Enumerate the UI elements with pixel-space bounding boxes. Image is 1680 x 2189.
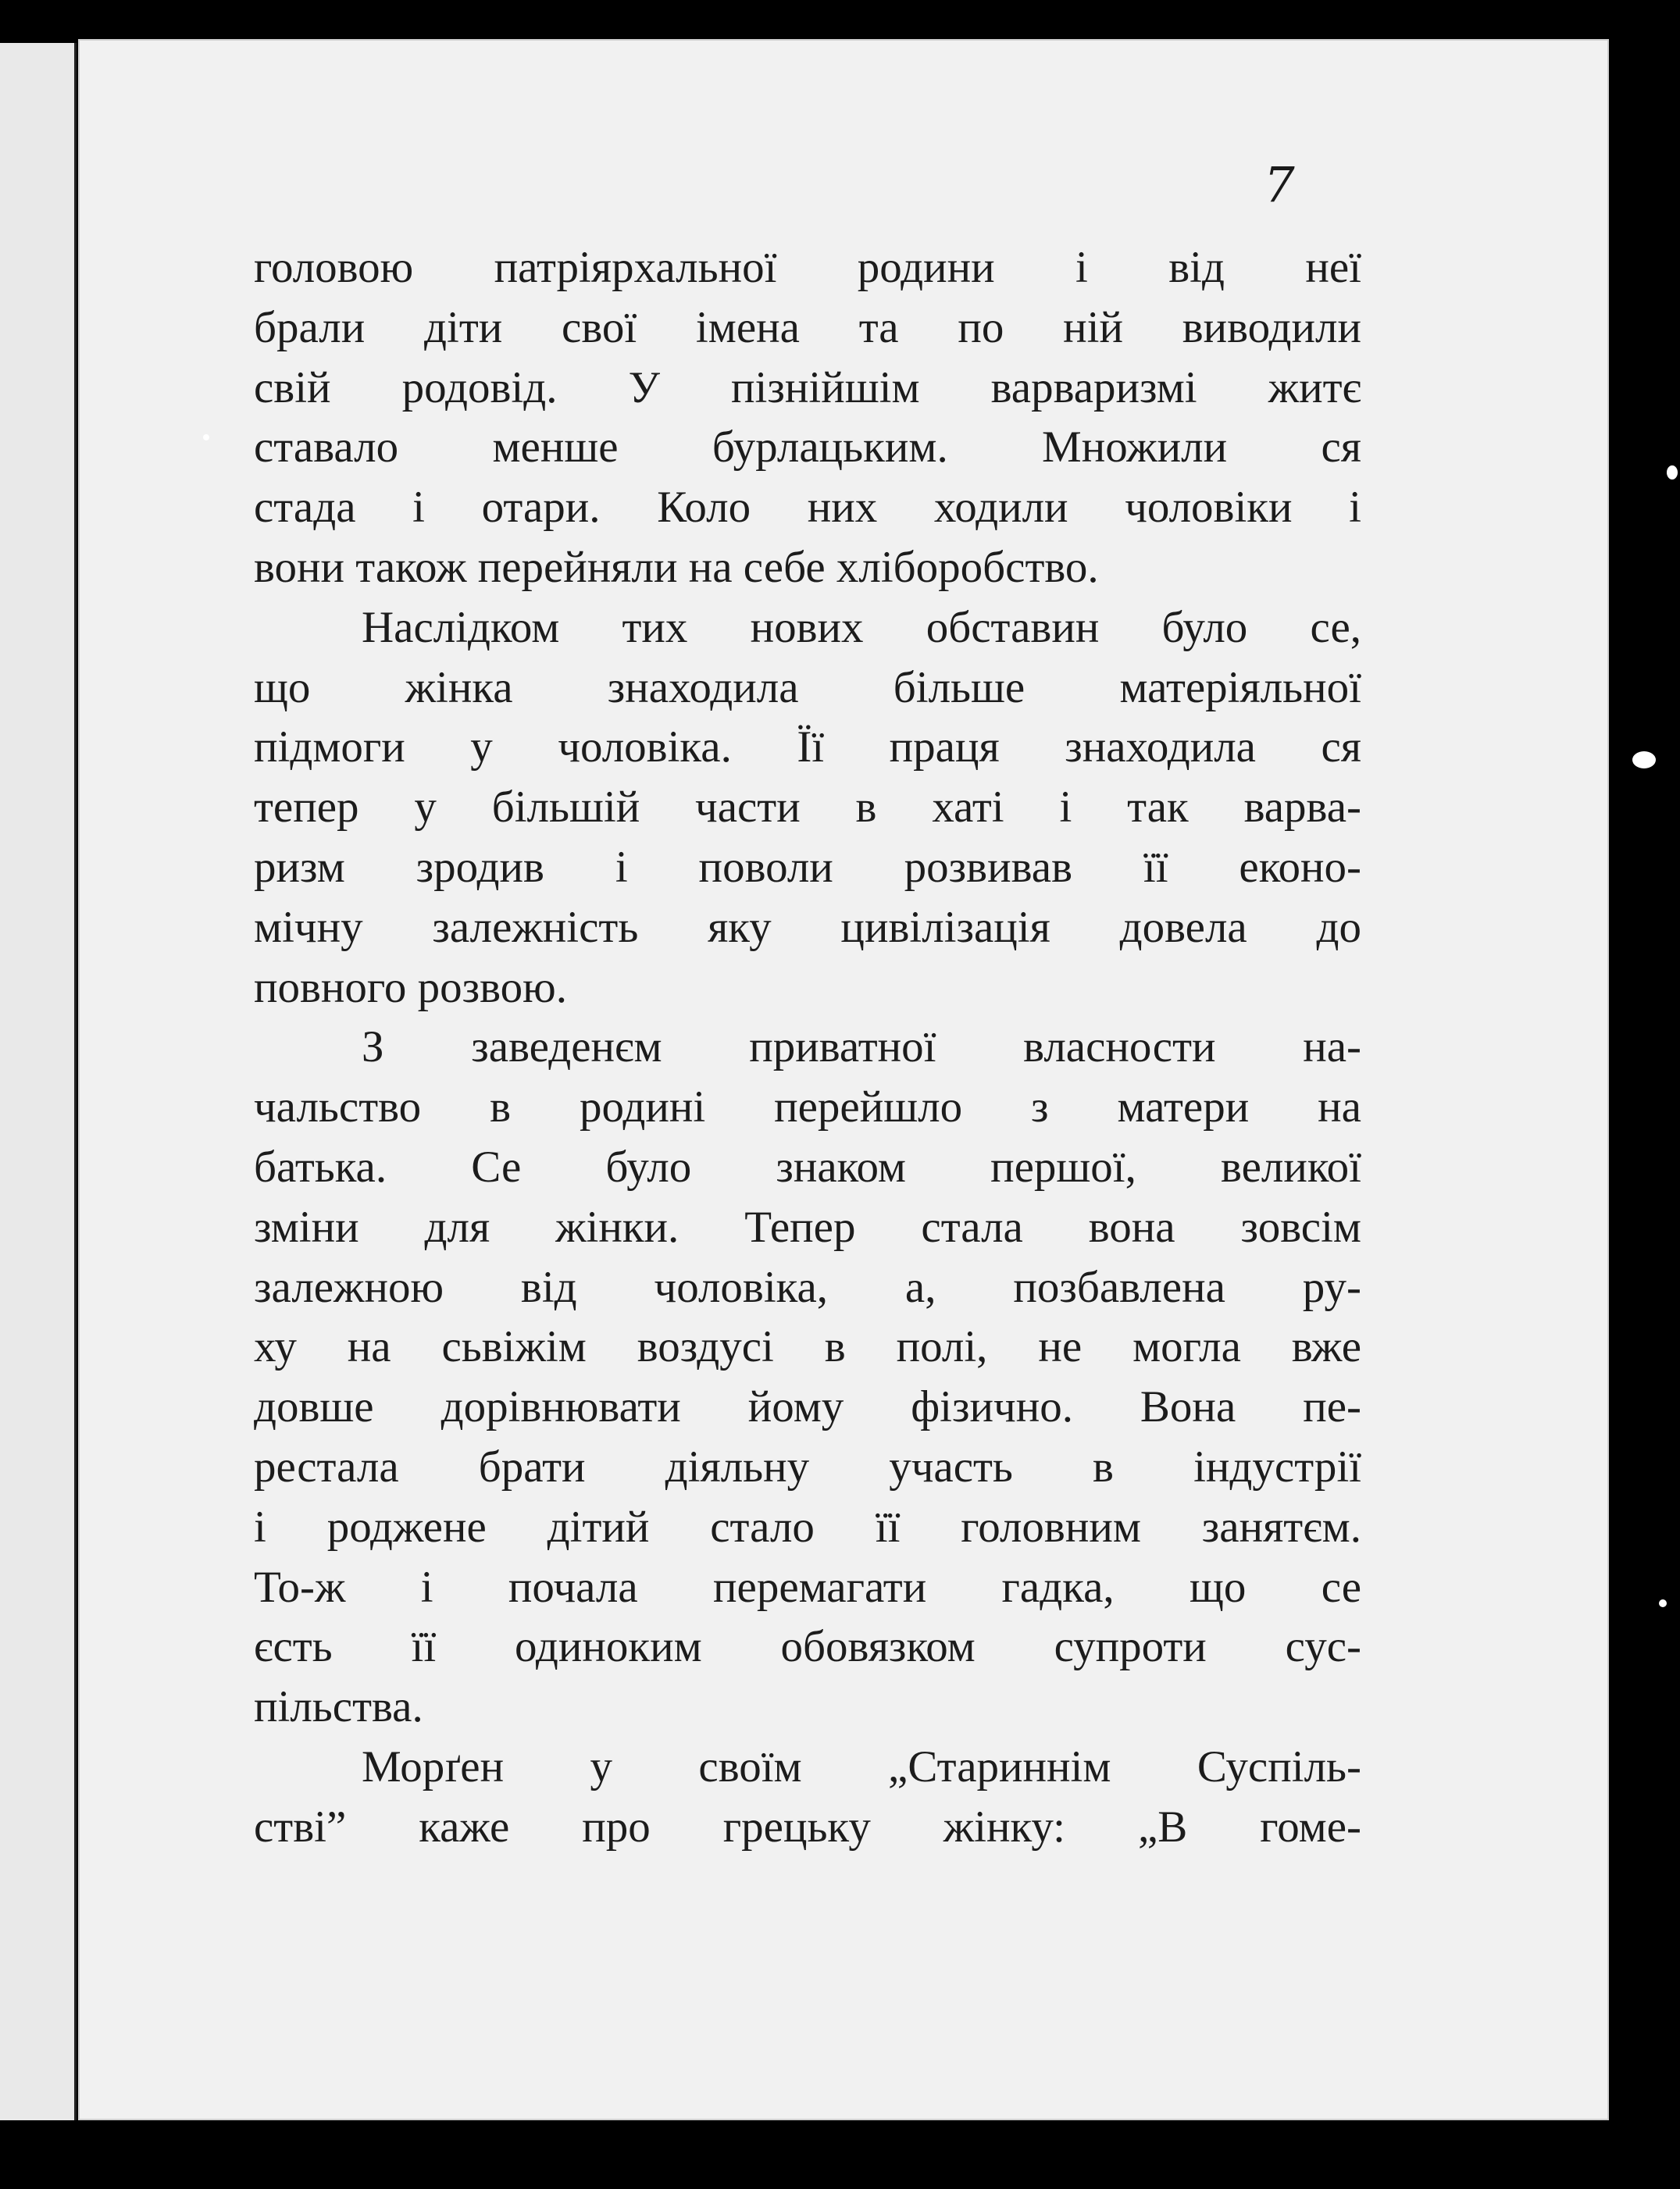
page-text	[254, 238, 1361, 1858]
text-line: З заведенєм приватної власности на-	[362, 1022, 1361, 1072]
text-line: що жінка знаходила більше матеріяльної	[254, 662, 1361, 712]
text-line: ху на сьвіжім воздусі в полі, не могла вже	[254, 1322, 1361, 1372]
scan-speck	[203, 434, 209, 440]
text-line: стада і отари. Коло них ходили чоловіки і	[254, 483, 1361, 533]
text-line: стві” каже про грецьку жінку: „В гоме-	[254, 1802, 1361, 1852]
scan-speck	[1659, 1599, 1667, 1607]
text-line: залежною від чоловіка, а, позбавлена ру-	[254, 1262, 1361, 1312]
text-line: зміни для жінки. Тепер стала вона зовсім	[254, 1202, 1361, 1252]
text-line: Наслідком тих нових обставин було се,	[362, 602, 1361, 652]
scan-speck	[1667, 465, 1678, 480]
text-line: головою патріярхальної родини і від неї	[254, 243, 1361, 292]
previous-page-edge	[0, 43, 77, 2120]
text-line: підмоги у чоловіка. Її праця знаходила ся	[254, 722, 1361, 772]
text-line: Морґен у своїм „Стариннім Суспіль-	[362, 1742, 1361, 1791]
text-line: рестала брати діяльну участь в індустрії	[254, 1442, 1361, 1492]
text-line: ставало менше бурлацьким. Множили ся	[254, 422, 1361, 472]
text-line: брали діти свої імена та по ній виводили	[254, 302, 1361, 352]
text-line: єсть її одиноким обовязком супроти сус-	[254, 1622, 1361, 1672]
text-line: пільства.	[254, 1682, 423, 1732]
text-line: батька. Се було знаком першої, великої	[254, 1142, 1361, 1192]
text-line: свій родовід. У пізнійшім варваризмі житє	[254, 362, 1361, 412]
text-line: ризм зродив і поволи розвивав її еконо-	[254, 842, 1361, 892]
text-line: чальство в родині перейшло з матери на	[254, 1082, 1361, 1132]
text-line: То-ж і почала перемагати гадка, що се	[254, 1562, 1361, 1612]
text-line: довше дорівнювати йому фізично. Вона пе-	[254, 1382, 1361, 1432]
text-line: мічну залежність яку цивілізація довела до	[254, 902, 1361, 952]
text-line: тепер у більшій части в хаті і так варва-	[254, 783, 1361, 832]
text-line: і роджене дітий стало її головним занятєм.	[254, 1502, 1361, 1552]
text-line: повного розвою.	[254, 962, 568, 1012]
text-line: вони також перейняли на себе хліборобство.	[254, 542, 1099, 592]
scan-speck	[1632, 751, 1656, 768]
page-number: 7	[1264, 156, 1295, 213]
